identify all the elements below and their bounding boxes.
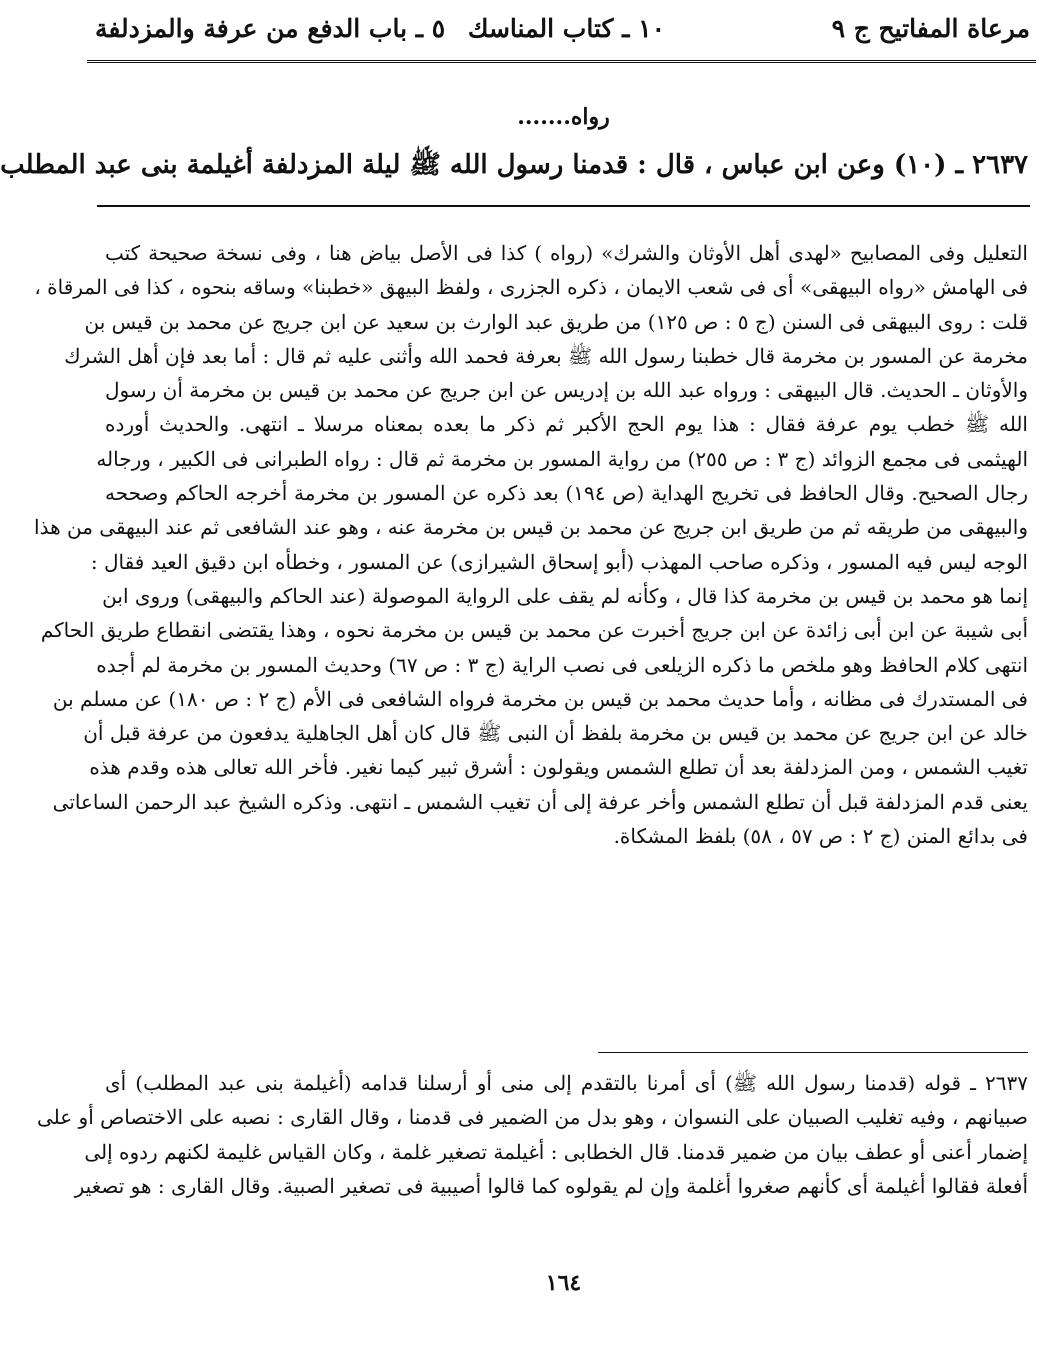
- commentary-line: إنما هو محمد بن قيس بن مخرمة كذا قال ، وكأنه لم يقف على الرواية الموصولة (عند الحاكم والبيهقى) وروى ابن: [102, 583, 1028, 608]
- commentary-line: والأوثان ـ الحديث. قال البيهقى : ورواه عبد الله بن إدريس عن ابن جريج عن محمد بن قيس بن مخرمة أن رسول: [105, 378, 1028, 403]
- commentary-line: انتهى كلام الحافظ وهو ملخص ما ذكره الزيلعى فى نصب الراية (ج ٣ : ص ٦٧) وحديث المسور بن مخرمة لم أجده: [96, 652, 1028, 677]
- text-divider: [97, 205, 1030, 207]
- commentary-line: مخرمة عن المسور بن مخرمة قال خطبنا رسول الله ﷺ بعرفة فحمد الله وأثنى عليه ثم قال : أما بعد فإن أهل الشرك: [64, 343, 1028, 368]
- commentary-line: رجال الصحيح. وقال الحافظ فى تخريج الهداية (ص ١٩٤) بعد ذكره عن المسور بن مخرمة أخرجه الحاكم وصححه: [105, 481, 1028, 506]
- hadith-text: ٢٦٣٧ ـ (١٠) وعن ابن عباس ، قال : قدمنا رسول الله ﷺ ليلة المزدلفة أغيلمة بنى عبد المطلب: [0, 150, 1028, 180]
- commentary-line: فى بدائع المنن (ج ٢ : ص ٥٧ ، ٥٨) بلفظ المشكاة.: [613, 824, 1028, 849]
- footnote-divider: [598, 1052, 1028, 1053]
- header-chapter: ١٠ ـ كتاب المناسك: [467, 14, 665, 43]
- commentary-block: [34, 236, 1028, 853]
- explanation-block: [36, 1066, 1028, 1203]
- commentary-line: أبى شيبة عن ابن أبى زائدة عن ابن جريج أخبرت عن محمد بن قيس بن مخرمة نحوه ، وهذا يقتضى انقطاع طريق الحاكم: [40, 618, 1028, 643]
- commentary-line: الوجه ليس فيه المسور ، وذكره صاحب المهذب (أبو إسحاق الشيرازى) عن المسور ، وخطأه ابن دقيق العيد فقال :: [90, 549, 1028, 574]
- commentary-line: والبيهقى من طريقه ثم من طريق ابن جريج عن محمد بن قيس بن مخرمة عنه ، وهو عند الشافعى ثم عند البيهقى من هذا: [34, 515, 1028, 540]
- header-rule: [87, 60, 1036, 63]
- commentary-line: فى المستدرك فى مظانه ، وأما حديث محمد بن قيس بن مخرمة فرواه الشافعى فى الأم (ج ٢ : ص ١٨٠) عن مسلم بن: [52, 686, 1028, 711]
- running-header: [95, 14, 1030, 54]
- commentary-line: خالد عن ابن جريج عن محمد بن قيس بن مخرمة بلفظ أن النبى ﷺ قال كان أهل الجاهلية يدفعون من عرفة قبل أن: [83, 721, 1028, 746]
- commentary-line: تغيب الشمس ، ومن المزدلفة بعد أن تطلع الشمس ويقولون : أشرق ثبير كيما نغير. فأخر الله تعالى هذه وقدم هذه: [89, 755, 1028, 780]
- header-book-title: مرعاة المفاتيح ج ٩: [831, 14, 1030, 43]
- header-section: ٥ ـ باب الدفع من عرفة والمزدلفة: [95, 14, 446, 43]
- riwayah-line: رواه.......: [517, 104, 610, 130]
- explanation-line: أفعلة فقالوا أغيلمة أى كأنهم صغروا أغلمة وإن لم يقولوه كما قالوا أصيبية فى تصغير الصبية. وقال القارى : هو تصغير: [74, 1173, 1028, 1198]
- commentary-line: قلت : روى البيهقى فى السنن (ج ٥ : ص ١٢٥) من طريق عبد الوارث بن سعيد عن ابن جريج عن محمد بن قيس بن: [84, 309, 1028, 334]
- commentary-line: يعنى قدم المزدلفة قبل أن تطلع الشمس وأخر عرفة إلى أن تغيب الشمس ـ انتهى. وذكره الشيخ عبد الرحمن الساعاتى: [52, 789, 1028, 814]
- commentary-line: التعليل وفى المصابيح «لهدى أهل الأوثان والشرك» (رواه ) كذا فى الأصل بياض هنا ، وفى نسخة صحيحة كتب: [105, 241, 1028, 265]
- commentary-line: الله ﷺ خطب يوم عرفة فقال : هذا يوم الحج الأكبر ثم ذكر ما بعده بمعناه مرسلا ـ انتهى. والحديث أورده: [105, 412, 1028, 437]
- commentary-line: الهيثمى فى مجمع الزوائد (ج ٣ : ص ٢٥٥) من رواية المسور بن مخرمة ثم قال : رواه الطبرانى فى الكبير ، ورجاله: [96, 446, 1028, 471]
- explanation-line: ٢٦٣٧ ـ قوله (قدمنا رسول الله ﷺ) أى أمرنا بالتقدم إلى منى أو أرسلنا قدامه (أغيلمة بنى عبد المطلب) أى: [105, 1071, 1028, 1095]
- explanation-line: صبيانهم ، وفيه تغليب الصبيان على النسوان ، وهو بدل من الضمير فى قدمنا ، وقال القارى : نصبه على الاختصاص أو على: [36, 1105, 1028, 1130]
- commentary-line: فى الهامش «رواه البيهقى» أى فى شعب الايمان ، ذكره الجزرى ، ولفظ البيهق «خطبنا» وساقه بنحوه ، كذا فى المرقاة ،: [34, 275, 1028, 300]
- page-number: ١٦٤: [545, 1270, 582, 1296]
- explanation-line: إضمار أعنى أو عطف بيان من ضمير قدمنا. قال الخطابى : أغيلمة تصغير غلمة ، وكان القياس غليمة لكنهم ردوه إلى: [84, 1139, 1028, 1164]
